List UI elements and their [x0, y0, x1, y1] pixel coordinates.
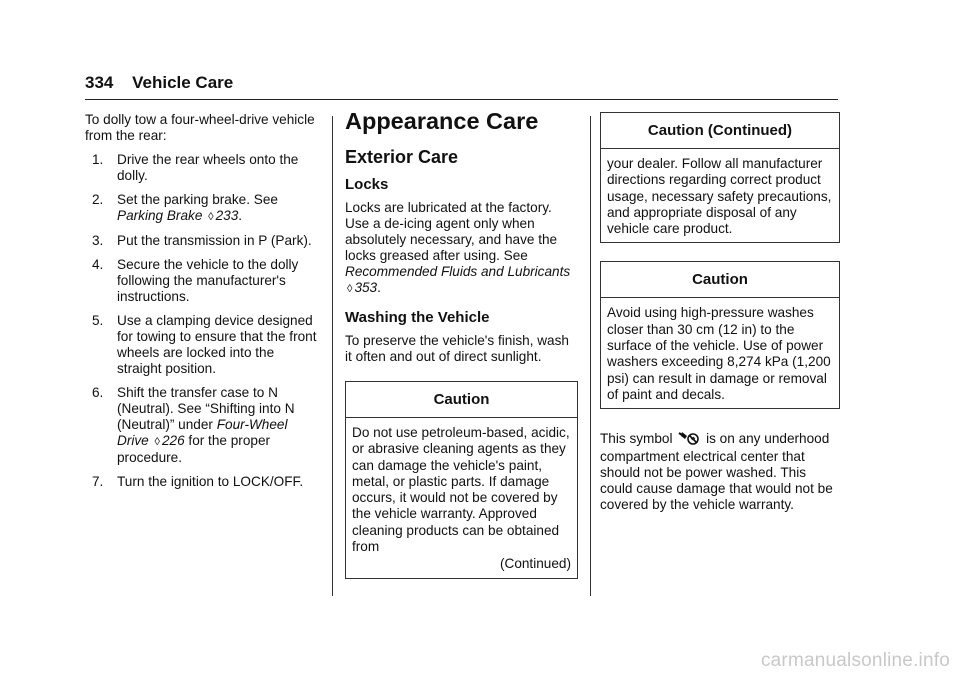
caution-body: Avoid using high-pressure washes closer than 30 cm (12 in) to the surface of the vehicle. Use of power washers exceeding 8,274 kPa (1,200 psi) can result in damage or removal of paint and decals. [607, 305, 831, 402]
locks-text: Locks are lubricated at the factory. Use a de-icing agent only when absolutely necessary, and have the locks greased after using. See [345, 200, 558, 263]
caution-body [346, 418, 577, 578]
appearance-care-heading: Appearance Care [345, 108, 539, 134]
column-1 [85, 112, 321, 498]
no-power-wash-icon [678, 431, 700, 449]
step-number: 3. [92, 233, 104, 248]
page-ref-icon: ◊ [154, 436, 160, 448]
symbol-text-pre: This symbol [600, 431, 673, 447]
page-header [85, 73, 838, 100]
locks-paragraph [345, 200, 578, 297]
parking-brake-link[interactable]: Parking Brake ◊ 233 [117, 208, 239, 223]
caution-text: Do not use petroleum-based, acidic, or abrasive cleaning agents as they can damage the vehicle's paint, metal, or plastic parts. If damage occurs, it would not be covered by the vehicle warranty. Approved cleaning products can be obtained from [352, 425, 570, 555]
column-divider-right [590, 116, 591, 596]
washing-paragraph: To preserve the vehicle's finish, wash it often and out of direct sunlight. [345, 333, 569, 364]
step-6 [85, 385, 321, 466]
step-2 [85, 192, 321, 225]
caution-continued-title: Caution (Continued) [601, 113, 839, 149]
step-number: 5. [92, 313, 104, 328]
step-text: Secure the vehicle to the dolly following the manufacturer's instructions. [117, 257, 299, 304]
column-2 [345, 106, 578, 595]
exterior-care-heading: Exterior Care [345, 147, 459, 167]
caution-continued-body: your dealer. Follow all manufacturer directions regarding correct product usage, necessary safety precautions, and appropriate disposal of any vehicle care product. [607, 156, 832, 237]
page-ref-icon: ◊ [347, 283, 353, 295]
step-text: Set the parking brake. See [117, 192, 278, 207]
page-ref-icon: ◊ [208, 211, 214, 223]
column-divider-left [332, 116, 333, 596]
step-number: 6. [92, 385, 104, 400]
column-3 [600, 112, 840, 521]
dolly-intro: To dolly tow a four-wheel-drive vehicle from the rear: [85, 112, 315, 143]
step-text: Put the transmission in P (Park). [117, 233, 312, 248]
step-number: 2. [92, 192, 104, 207]
step-7 [85, 474, 321, 490]
four-wheel-drive-link[interactable]: Four-Wheel Drive ◊ 226 [117, 417, 288, 448]
step-text: Use a clamping device designed for towing to ensure that the front wheels are locked into the straight position. [117, 313, 317, 376]
step-text: Drive the rear wheels onto the dolly. [117, 152, 299, 183]
step-3 [85, 233, 321, 249]
symbol-paragraph [600, 431, 840, 513]
caution-box-continued [600, 112, 840, 243]
continued-label: (Continued) [499, 556, 571, 572]
caution-box-pressure-wash [600, 261, 840, 409]
caution-box-cleaning [345, 381, 578, 579]
dolly-steps [85, 152, 321, 490]
locks-heading: Locks [345, 176, 389, 193]
caution-title: Caution [601, 262, 839, 298]
step-1 [85, 152, 321, 184]
step-number: 1. [92, 152, 104, 167]
step-4 [85, 257, 321, 305]
symbol-text-post: is on any underhood compartment electrical center that should not be power washed. This could cause damage that would not be covered by the vehicle warranty. [600, 431, 833, 513]
fluids-lubricants-link[interactable]: Recommended Fluids and Lubricants ◊ 353 [345, 264, 571, 295]
washing-heading: Washing the Vehicle [345, 309, 490, 326]
step-number: 7. [92, 474, 104, 489]
page-title: Vehicle Care [132, 73, 234, 92]
step-text: Shift the transfer case to N (Neutral). See “Shifting into N (Neutral)” under [117, 385, 295, 432]
step-text: Turn the ignition to LOCK/OFF. [117, 474, 304, 489]
caution-title: Caution [346, 382, 577, 418]
step-tail: for the proper procedure. [117, 433, 271, 465]
page-number: 334 [85, 73, 114, 92]
watermark: carmanualsonline.info [760, 650, 950, 671]
locks-tail: . [377, 280, 381, 295]
step-5 [85, 313, 321, 377]
step-number: 4. [92, 257, 104, 272]
step-tail: . [238, 208, 243, 223]
